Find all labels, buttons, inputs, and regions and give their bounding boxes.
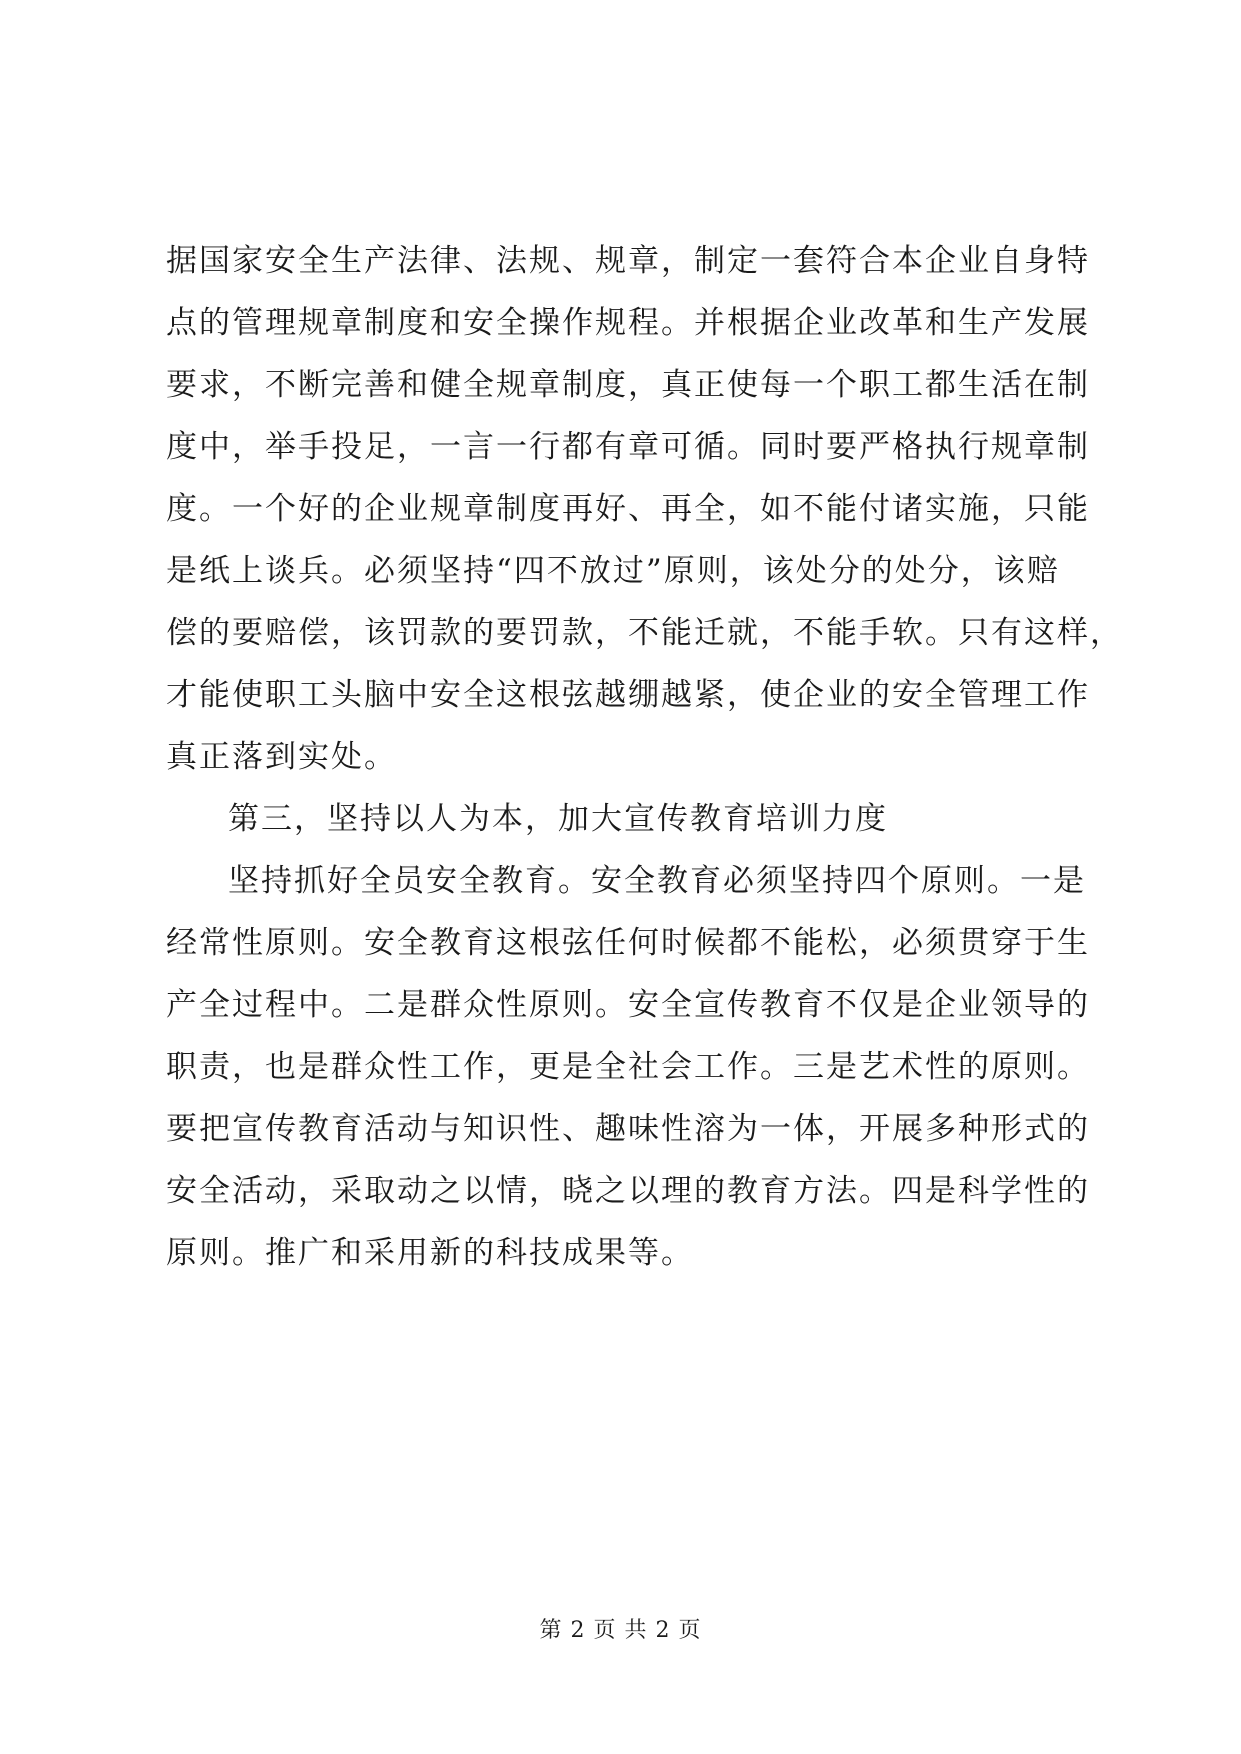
text-line: 据国家安全生产法律、法规、规章，制定一套符合本企业自身特	[166, 243, 1090, 279]
text-line: 是纸上谈兵。必须坚持“四不放过”原则，该处分的处分，该赔	[166, 553, 1060, 589]
text-line: 经常性原则。安全教育这根弦任何时候都不能松，必须贯穿于生	[166, 925, 1090, 961]
section-heading	[166, 788, 1086, 850]
text-line: 点的管理规章制度和安全操作规程。并根据企业改革和生产发展	[166, 305, 1090, 341]
text-line: 职责，也是群众性工作，更是全社会工作。三是艺术性的原则。	[166, 1049, 1090, 1085]
text-line: 度。一个好的企业规章制度再好、再全，如不能付诸实施，只能	[166, 491, 1090, 527]
page-footer	[0, 1616, 1241, 1646]
text-line: 要求，不断完善和健全规章制度，真正使每一个职工都生活在制	[166, 367, 1090, 403]
text-line: 第三，坚持以人为本，加大宣传教育培训力度	[228, 801, 888, 837]
text-line: 产全过程中。二是群众性原则。安全宣传教育不仅是企业领导的	[166, 987, 1090, 1023]
text-line: 安全活动，采取动之以情，晓之以理的教育方法。四是科学性的	[166, 1173, 1090, 1209]
text-line: 要把宣传教育活动与知识性、趣味性溶为一体，开展多种形式的	[166, 1111, 1090, 1147]
document-body	[166, 230, 1123, 1284]
text-line: 偿的要赔偿，该罚款的要罚款，不能迁就，不能手软。只有这样，	[166, 615, 1123, 651]
page-number-label: 第 2 页 共 2 页	[539, 1618, 702, 1643]
paragraph	[166, 230, 1123, 788]
text-line: 才能使职工头脑中安全这根弦越绷越紧，使企业的安全管理工作	[166, 677, 1090, 713]
text-line: 真正落到实处。	[166, 739, 397, 775]
text-line: 原则。推广和采用新的科技成果等。	[166, 1235, 694, 1271]
text-line: 坚持抓好全员安全教育。安全教育必须坚持四个原则。一是	[228, 863, 1086, 899]
paragraph	[166, 850, 1090, 1284]
text-line: 度中，举手投足，一言一行都有章可循。同时要严格执行规章制	[166, 429, 1090, 465]
